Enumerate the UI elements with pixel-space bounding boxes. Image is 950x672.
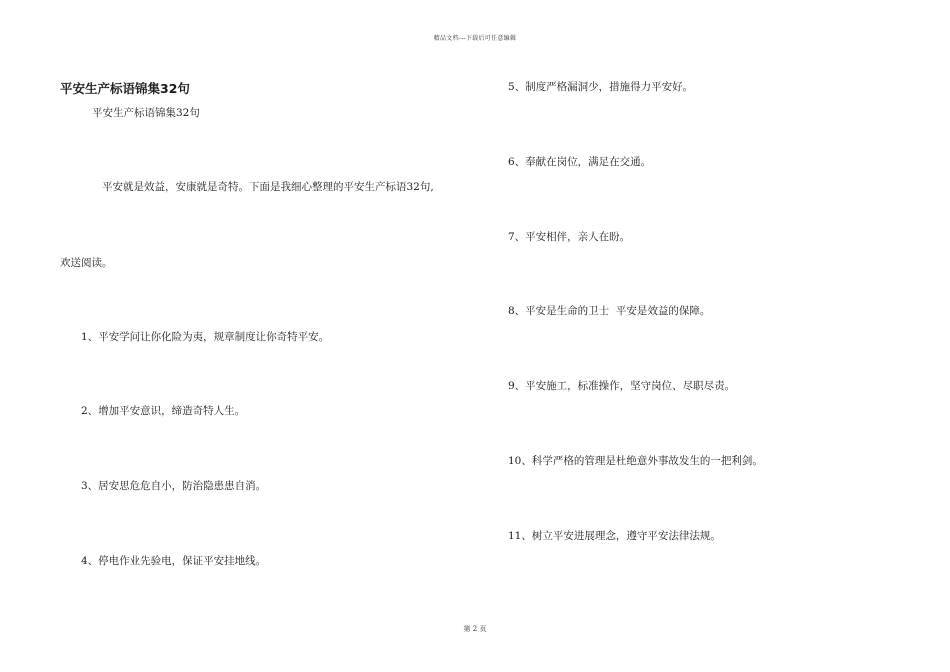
slogan-item: 3、居安思危危自小，防治隐患患自消。 [81,480,267,492]
document-subtitle: 平安生产标语锦集32句 [92,107,200,119]
document-title: 平安生产标语锦集32句 [60,81,190,96]
intro-paragraph-line-1: 平安就是效益，安康就是奇特。下面是我细心整理的平安生产标语32句, [102,181,434,193]
page-header: 精品文档---下载后可任意编辑 [433,35,517,42]
slogan-item: 10、科学严格的管理是杜绝意外事故发生的一把利剑。 [508,455,763,467]
slogan-item: 9、平安施工，标准操作，坚守岗位、尽职尽责。 [508,380,736,392]
intro-paragraph-line-2: 欢送阅读。 [60,257,113,269]
slogan-item: 8、平安是生命的卫士 平安是效益的保障。 [508,305,711,317]
slogan-item: 5、制度严格漏洞少，措施得力平安好。 [508,81,694,93]
slogan-item: 2、增加平安意识，缔造奇特人生。 [81,405,246,417]
slogan-item: 11、树立平安进展理念，遵守平安法律法规。 [508,530,721,542]
slogan-item: 1、平安学问让你化险为夷，规章制度让你奇特平安。 [81,331,330,343]
slogan-item: 4、停电作业先验电，保证平安挂地线。 [81,555,267,567]
slogan-item: 7、平安相伴，亲人在盼。 [508,231,631,243]
slogan-item: 6、奉献在岗位，满足在交通。 [508,156,652,168]
page-number: 第 2 页 [463,625,487,633]
